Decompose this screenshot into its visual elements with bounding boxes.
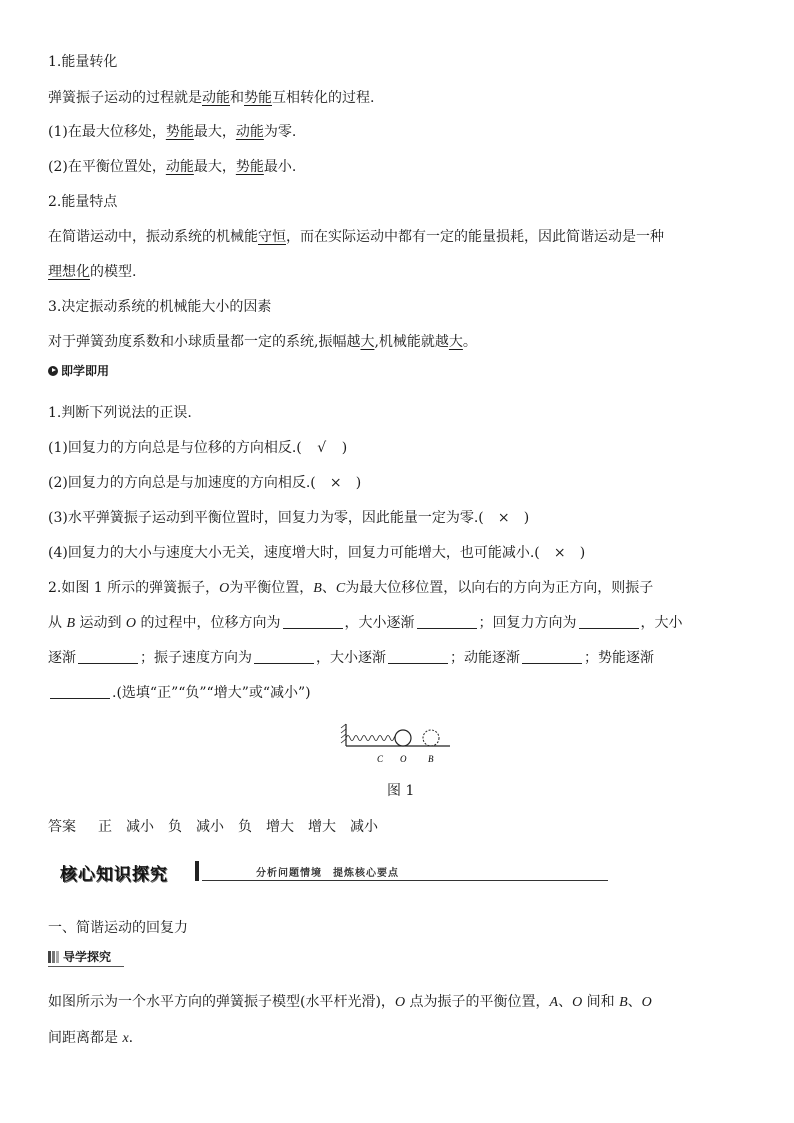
answer-value: 减小	[350, 819, 378, 835]
answer-value: 减小	[126, 819, 154, 835]
question-2-line-3: 逐渐 ；振子速度方向为 ，大小逐渐 ；动能逐渐 ；势能逐渐	[48, 650, 654, 666]
answer-value: 减小	[196, 819, 224, 835]
paragraph-energy-factors: 对于弹簧劲度系数和小球质量都一定的系统,振幅越大,机械能就越大。	[48, 334, 477, 350]
blank-answer: 大	[448, 334, 463, 350]
practice-heading: 即学即用	[48, 362, 109, 379]
banner-rule	[202, 880, 608, 881]
check-mark: √	[317, 440, 327, 456]
statement-3: (3)水平弹簧振子运动到平衡位置时，回复力为零，因此能量一定为零.( × )	[48, 510, 530, 526]
fill-blank[interactable]	[417, 614, 477, 629]
banner-title: 核心知识探究	[60, 865, 168, 885]
fill-blank[interactable]	[522, 649, 582, 664]
fill-blank[interactable]	[388, 649, 448, 664]
heading-energy-conversion: 1.能量转化	[48, 54, 118, 70]
fill-blank[interactable]	[78, 649, 138, 664]
statement-2: (2)回复力的方向总是与加速度的方向相反.( × )	[48, 475, 362, 491]
paragraph-max-displacement: (1)在最大位移处，势能最大，动能为零.	[48, 124, 297, 140]
question-2-line-1: 2.如图 1 所示的弹簧振子，O为平衡位置，B、C为最大位移位置，以向右的方向为正方向，则振子	[48, 580, 654, 596]
fill-blank[interactable]	[50, 684, 110, 699]
answer-value: 增大	[308, 819, 336, 835]
cross-mark: ×	[497, 510, 510, 526]
label-b: B	[428, 754, 434, 764]
answer-label: 答案	[48, 819, 76, 835]
fill-blank[interactable]	[579, 614, 639, 629]
fill-blank[interactable]	[283, 614, 343, 629]
spring	[346, 736, 402, 741]
answer-value: 正	[98, 819, 112, 835]
bars-icon	[48, 951, 59, 963]
label-o: O	[400, 754, 407, 764]
paragraph-energy-conversion: 弹簧振子运动的过程就是动能和势能互相转化的过程.	[48, 90, 375, 106]
blank-answer: 守恒	[258, 229, 286, 245]
section-banner	[52, 858, 608, 884]
blank-answer: 理想化	[48, 264, 90, 280]
play-circle-icon	[48, 366, 58, 376]
heading-energy-factors: 3.决定振动系统的机械能大小的因素	[48, 299, 272, 315]
answer-value: 负	[238, 819, 252, 835]
blank-answer: 动能	[165, 159, 194, 175]
heading-energy-features: 2.能量特点	[48, 194, 118, 210]
wall-hatch	[341, 724, 346, 743]
blank-answer: 势能	[165, 124, 194, 140]
ball-ghost	[423, 730, 439, 746]
paragraph-ideal-model: 理想化的模型.	[48, 264, 137, 280]
banner-bar	[195, 861, 199, 881]
question-2-line-4: .(选填“正”“负”“增大”或“减小”)	[48, 683, 311, 703]
paragraph-equilibrium: (2)在平衡位置处，动能最大，势能最小.	[48, 159, 297, 175]
answer-row	[48, 816, 392, 836]
spring-oscillator-figure	[340, 722, 452, 770]
fill-blank[interactable]	[254, 649, 314, 664]
figure-caption: 图 1	[387, 783, 415, 799]
guide-heading: 导学探究	[48, 948, 111, 965]
statement-1: (1)回复力的方向总是与位移的方向相反.( √ )	[48, 440, 348, 456]
answer-value: 负	[168, 819, 182, 835]
blank-answer: 势能	[244, 90, 272, 106]
section-2-paragraph-line-1: 如图所示为一个水平方向的弹簧振子模型(水平杆光滑)，O 点为振子的平衡位置，A、O 间和 B、O	[48, 994, 652, 1010]
cross-mark: ×	[553, 545, 566, 561]
label-c: C	[377, 754, 384, 764]
blank-answer: 势能	[235, 159, 264, 175]
question-2-line-2: 从 B 运动到 O 的过程中，位移方向为 ，大小逐渐 ；回复力方向为 ，大小	[48, 615, 683, 631]
blank-answer: 动能	[235, 124, 264, 140]
section-2-paragraph-line-2: 间距离都是 x.	[48, 1030, 134, 1046]
ball	[395, 730, 411, 746]
banner-subtitle: 分析问题情境 提炼核心要点	[256, 868, 399, 879]
cross-mark: ×	[329, 475, 342, 491]
guide-rule	[48, 966, 124, 967]
section-heading: 一、简谐运动的回复力	[48, 920, 188, 936]
blank-answer: 大	[360, 334, 375, 350]
paragraph-energy-features: 在简谐运动中，振动系统的机械能守恒，而在实际运动中都有一定的能量损耗，因此简谐运动是一种	[48, 229, 664, 245]
statement-4: (4)回复力的大小与速度大小无关，速度增大时，回复力可能增大，也可能减小.( × )	[48, 545, 586, 561]
answer-value: 增大	[266, 819, 294, 835]
blank-answer: 动能	[202, 90, 230, 106]
question-1: 1.判断下列说法的正误.	[48, 405, 192, 421]
